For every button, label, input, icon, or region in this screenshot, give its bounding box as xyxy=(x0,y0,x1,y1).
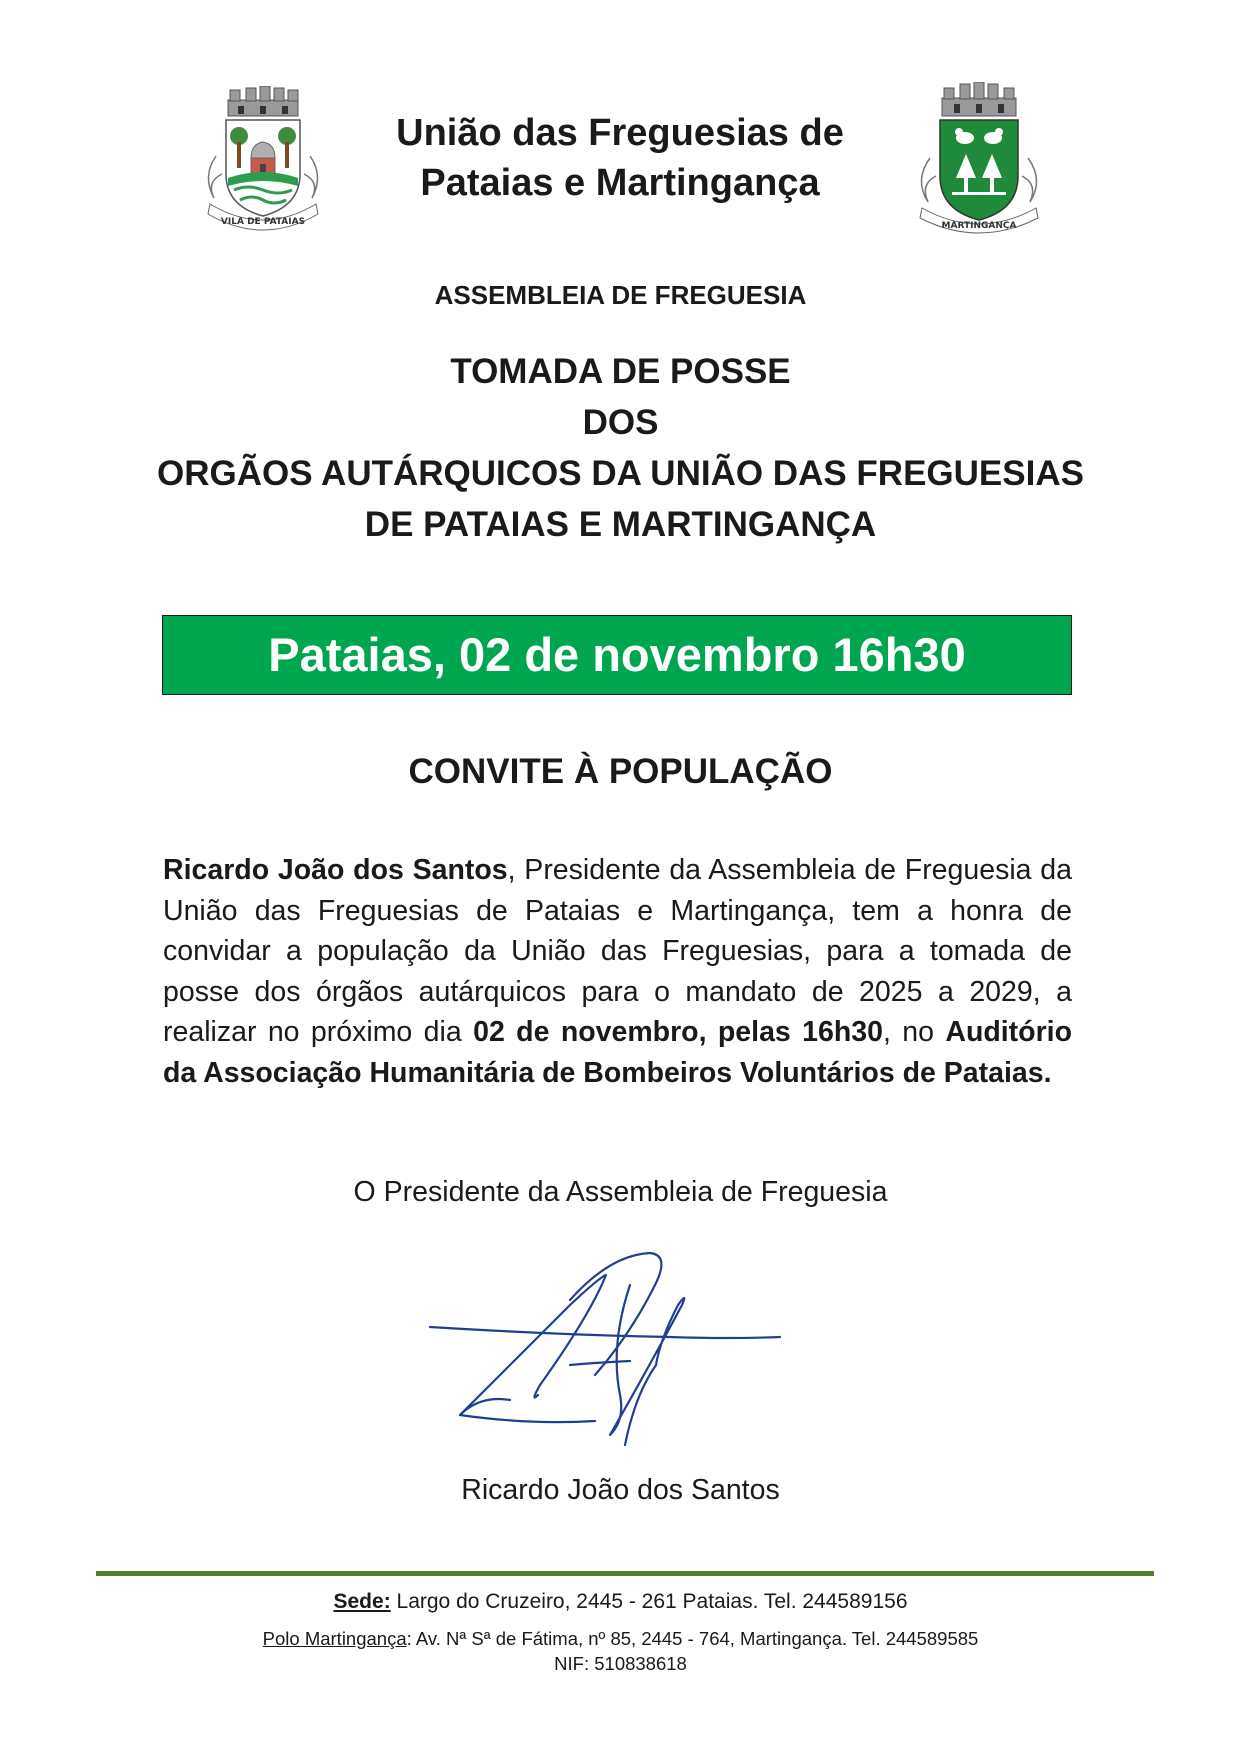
convite-heading: CONVITE À POPULAÇÃO xyxy=(408,752,833,791)
event-date-banner: Pataias, 02 de novembro 16h30 xyxy=(162,615,1072,695)
handwritten-signature xyxy=(420,1245,800,1455)
event-date-bold: 02 de novembro, pelas 16h30 xyxy=(473,1016,883,1048)
right-crest-motto: MARTINGANÇA xyxy=(941,221,1017,231)
assembleia-heading: ASSEMBLEIA DE FREGUESIA xyxy=(434,280,807,310)
tomada-line-2: DOS xyxy=(582,403,659,442)
organization-title xyxy=(380,108,860,208)
venue-bold: Auditório da Associação Humanitária de Bombeiros Voluntários de Pataias. xyxy=(163,1016,1072,1089)
footer-sede-label: Sede: xyxy=(333,1590,391,1613)
invitation-text-2: , no xyxy=(882,1016,946,1048)
footer-polo-label: Polo Martingança xyxy=(262,1628,407,1649)
tomada-line-3: ORGÃOS AUTÁRQUICOS DA UNIÃO DAS FREGUESIAS xyxy=(157,454,1084,493)
signer-title: O Presidente da Assembleia de Freguesia xyxy=(353,1176,888,1208)
tomada-line-1: TOMADA DE POSSE xyxy=(450,352,791,391)
footer-divider xyxy=(96,1571,1154,1576)
president-name-bold: Ricardo João dos Santos xyxy=(163,854,508,886)
pataias-coat-of-arms xyxy=(196,86,331,234)
martinganca-coat-of-arms xyxy=(908,82,1050,237)
signer-name: Ricardo João dos Santos xyxy=(461,1474,780,1506)
organization-title-line2: Pataias e Martingança xyxy=(420,162,820,204)
footer-polo xyxy=(0,1628,1241,1650)
tomada-de-posse-heading xyxy=(100,346,1141,550)
footer-nif: NIF: 510838618 xyxy=(554,1653,687,1674)
footer-sede-text: Largo do Cruzeiro, 2445 - 261 Pataias. Tel. 244589156 xyxy=(390,1590,908,1613)
invitation-text-1: , Presidente da Assembleia de Freguesia da União das Freguesias de Pataias e Martingança, tem a honra de convidar a população da União das Freguesias, para a tomada de posse dos órgãos autárquicos para o mandato de 2025 a 2029, a realizar no próximo dia xyxy=(163,854,1072,1048)
tomada-line-4: DE PATAIAS E MARTINGANÇA xyxy=(364,505,877,544)
footer-sede xyxy=(0,1590,1241,1614)
invitation-paragraph xyxy=(163,850,1072,1093)
left-crest-motto: VILA DE PATAIAS xyxy=(220,217,306,227)
organization-title-line1: União das Freguesias de xyxy=(396,112,844,154)
footer-polo-text: : Av. Nª Sª de Fátima, nº 85, 2445 - 764, Martingança. Tel. 244589585 xyxy=(406,1628,979,1649)
